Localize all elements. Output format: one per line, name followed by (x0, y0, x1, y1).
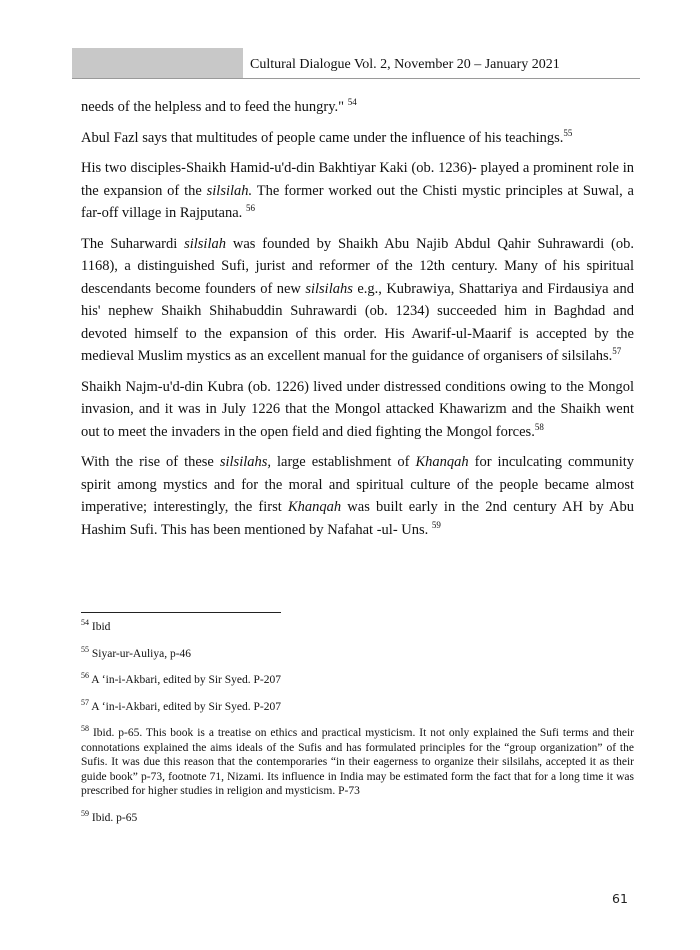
paragraph-text: The former worked out the Chisti mystic principles at Suwal, a far-off village in Rajputana. (81, 182, 634, 221)
body-paragraph (81, 127, 634, 150)
paragraph-text: was built early in the 2nd century AH by Abu Hashim Sufi. This has been mentioned by Nafahat -ul- Uns. (81, 499, 634, 538)
paragraph-text: e.g., Kubrawiya, Shattariya and Firdausiya and his' nephew Shaikh Shihabuddin Suhrawardi (ob. 1234) succeeded him in Baghdad and devoted himself to the expansion of this order. His Awarif-ul-Maarif is accepted by the medieval Muslim mystics as an excellent manual for the guidance of organisers of silsilahs. (81, 280, 634, 364)
paragraph-text: With the rise of these (81, 454, 220, 470)
page-number: 61 (612, 891, 628, 906)
footnote-text: Ibid (91, 621, 111, 633)
footnote-text: A ‘in-i-Akbari, edited by Sir Syed. P-207 (91, 674, 281, 686)
body-paragraph (81, 451, 634, 541)
footnote-separator (81, 612, 281, 613)
footnote-item (81, 620, 634, 635)
italic-term: Khanqah (415, 454, 469, 470)
header-rule (72, 78, 640, 79)
footnote-text: Siyar-ur-Auliya, p-46 (91, 647, 192, 660)
body-paragraph (81, 157, 634, 225)
footnote-item (81, 726, 634, 799)
footnote-item (81, 673, 634, 688)
paragraph-text: large establishment of (271, 454, 416, 470)
paragraph-text: The Suharwardi (81, 235, 185, 252)
italic-term: Khanqah (287, 499, 342, 515)
footnote-text: A ‘in-i-Akbari, edited by Sir Syed. P-207 (91, 700, 281, 713)
footnote-reference: 54 (347, 97, 357, 108)
footnote-item (81, 697, 634, 715)
footnote-reference: 59 (431, 519, 441, 530)
footnote-number: 59 (81, 808, 89, 818)
paragraph-text: needs of the helpless and to feed the hungry." (81, 99, 348, 115)
footnotes (81, 620, 634, 837)
body-text (81, 96, 634, 549)
paragraph-text: for inculcating community spirit among mystics and for the moral and spiritual culture of the people became almost imperative; interestingly, the first (81, 454, 635, 515)
footnote-text: Ibid. p-65. This book is a treatise on ethics and practical mysticism. It not only explained the Sufi terms and their connotations explained the aims ideals of the Sufis and has formulated principles for the “group organization” of the Sufis. It was due this reason that the contemporaries “in their eagerness to organize their silsilahs, accepted it as their guide book” p-73, footnote 71, Nizami. Its influence in India may be estimated form the fact that for a long time it was prescribed for higher studies in religion and mysticism. P-73 (81, 727, 634, 797)
body-paragraph (81, 96, 634, 119)
body-paragraph (81, 376, 634, 444)
footnote-reference: 56 (245, 203, 255, 214)
paragraph-text: was founded by Shaikh Abu Najib Abdul Qahir Suhrawardi (ob. 1168), a distinguished Sufi, jurist and reformer of the 12th century. Many of his spiritual descendants become founders of new (81, 235, 634, 297)
paragraph-text: Shaikh Najm-u'd-din Kubra (ob. 1226) lived under distressed conditions owing to the Mongol invasion, and it was in July 1226 that the Mongol attacked Khawarizm and the Shaikh went out to meet the invaders in the open field and died fighting the Mongol forces. (81, 378, 634, 440)
header-shade-block (72, 48, 243, 78)
paragraph-text: His two disciples-Shaikh Hamid-u'd-din Bakhtiyar Kaki (ob. 1236)- played a prominent role in the expansion of the (81, 160, 634, 199)
footnote-item (81, 644, 634, 662)
footnote-number: 55 (81, 644, 89, 654)
italic-term: silsilah (184, 235, 226, 252)
footnote-reference: 55 (563, 127, 573, 138)
italic-term: silsilahs (305, 280, 353, 297)
italic-term: silsilahs, (219, 454, 272, 470)
italic-term: silsilah. (206, 182, 253, 199)
footnote-text: Ibid. p-65 (91, 811, 138, 824)
body-paragraph (81, 233, 634, 368)
footnote-reference: 58 (534, 421, 544, 432)
footnote-number: 58 (81, 724, 89, 734)
footnote-reference: 57 (612, 346, 622, 357)
footnote-number: 54 (81, 618, 89, 628)
footnote-item (81, 808, 634, 826)
paragraph-text: Abul Fazl says that multitudes of people came under the influence of his teachings. (81, 129, 564, 146)
footnote-number: 57 (81, 697, 89, 707)
footnote-number: 56 (81, 671, 89, 681)
running-header: Cultural Dialogue Vol. 2, November 20 – January 2021 (250, 57, 560, 72)
